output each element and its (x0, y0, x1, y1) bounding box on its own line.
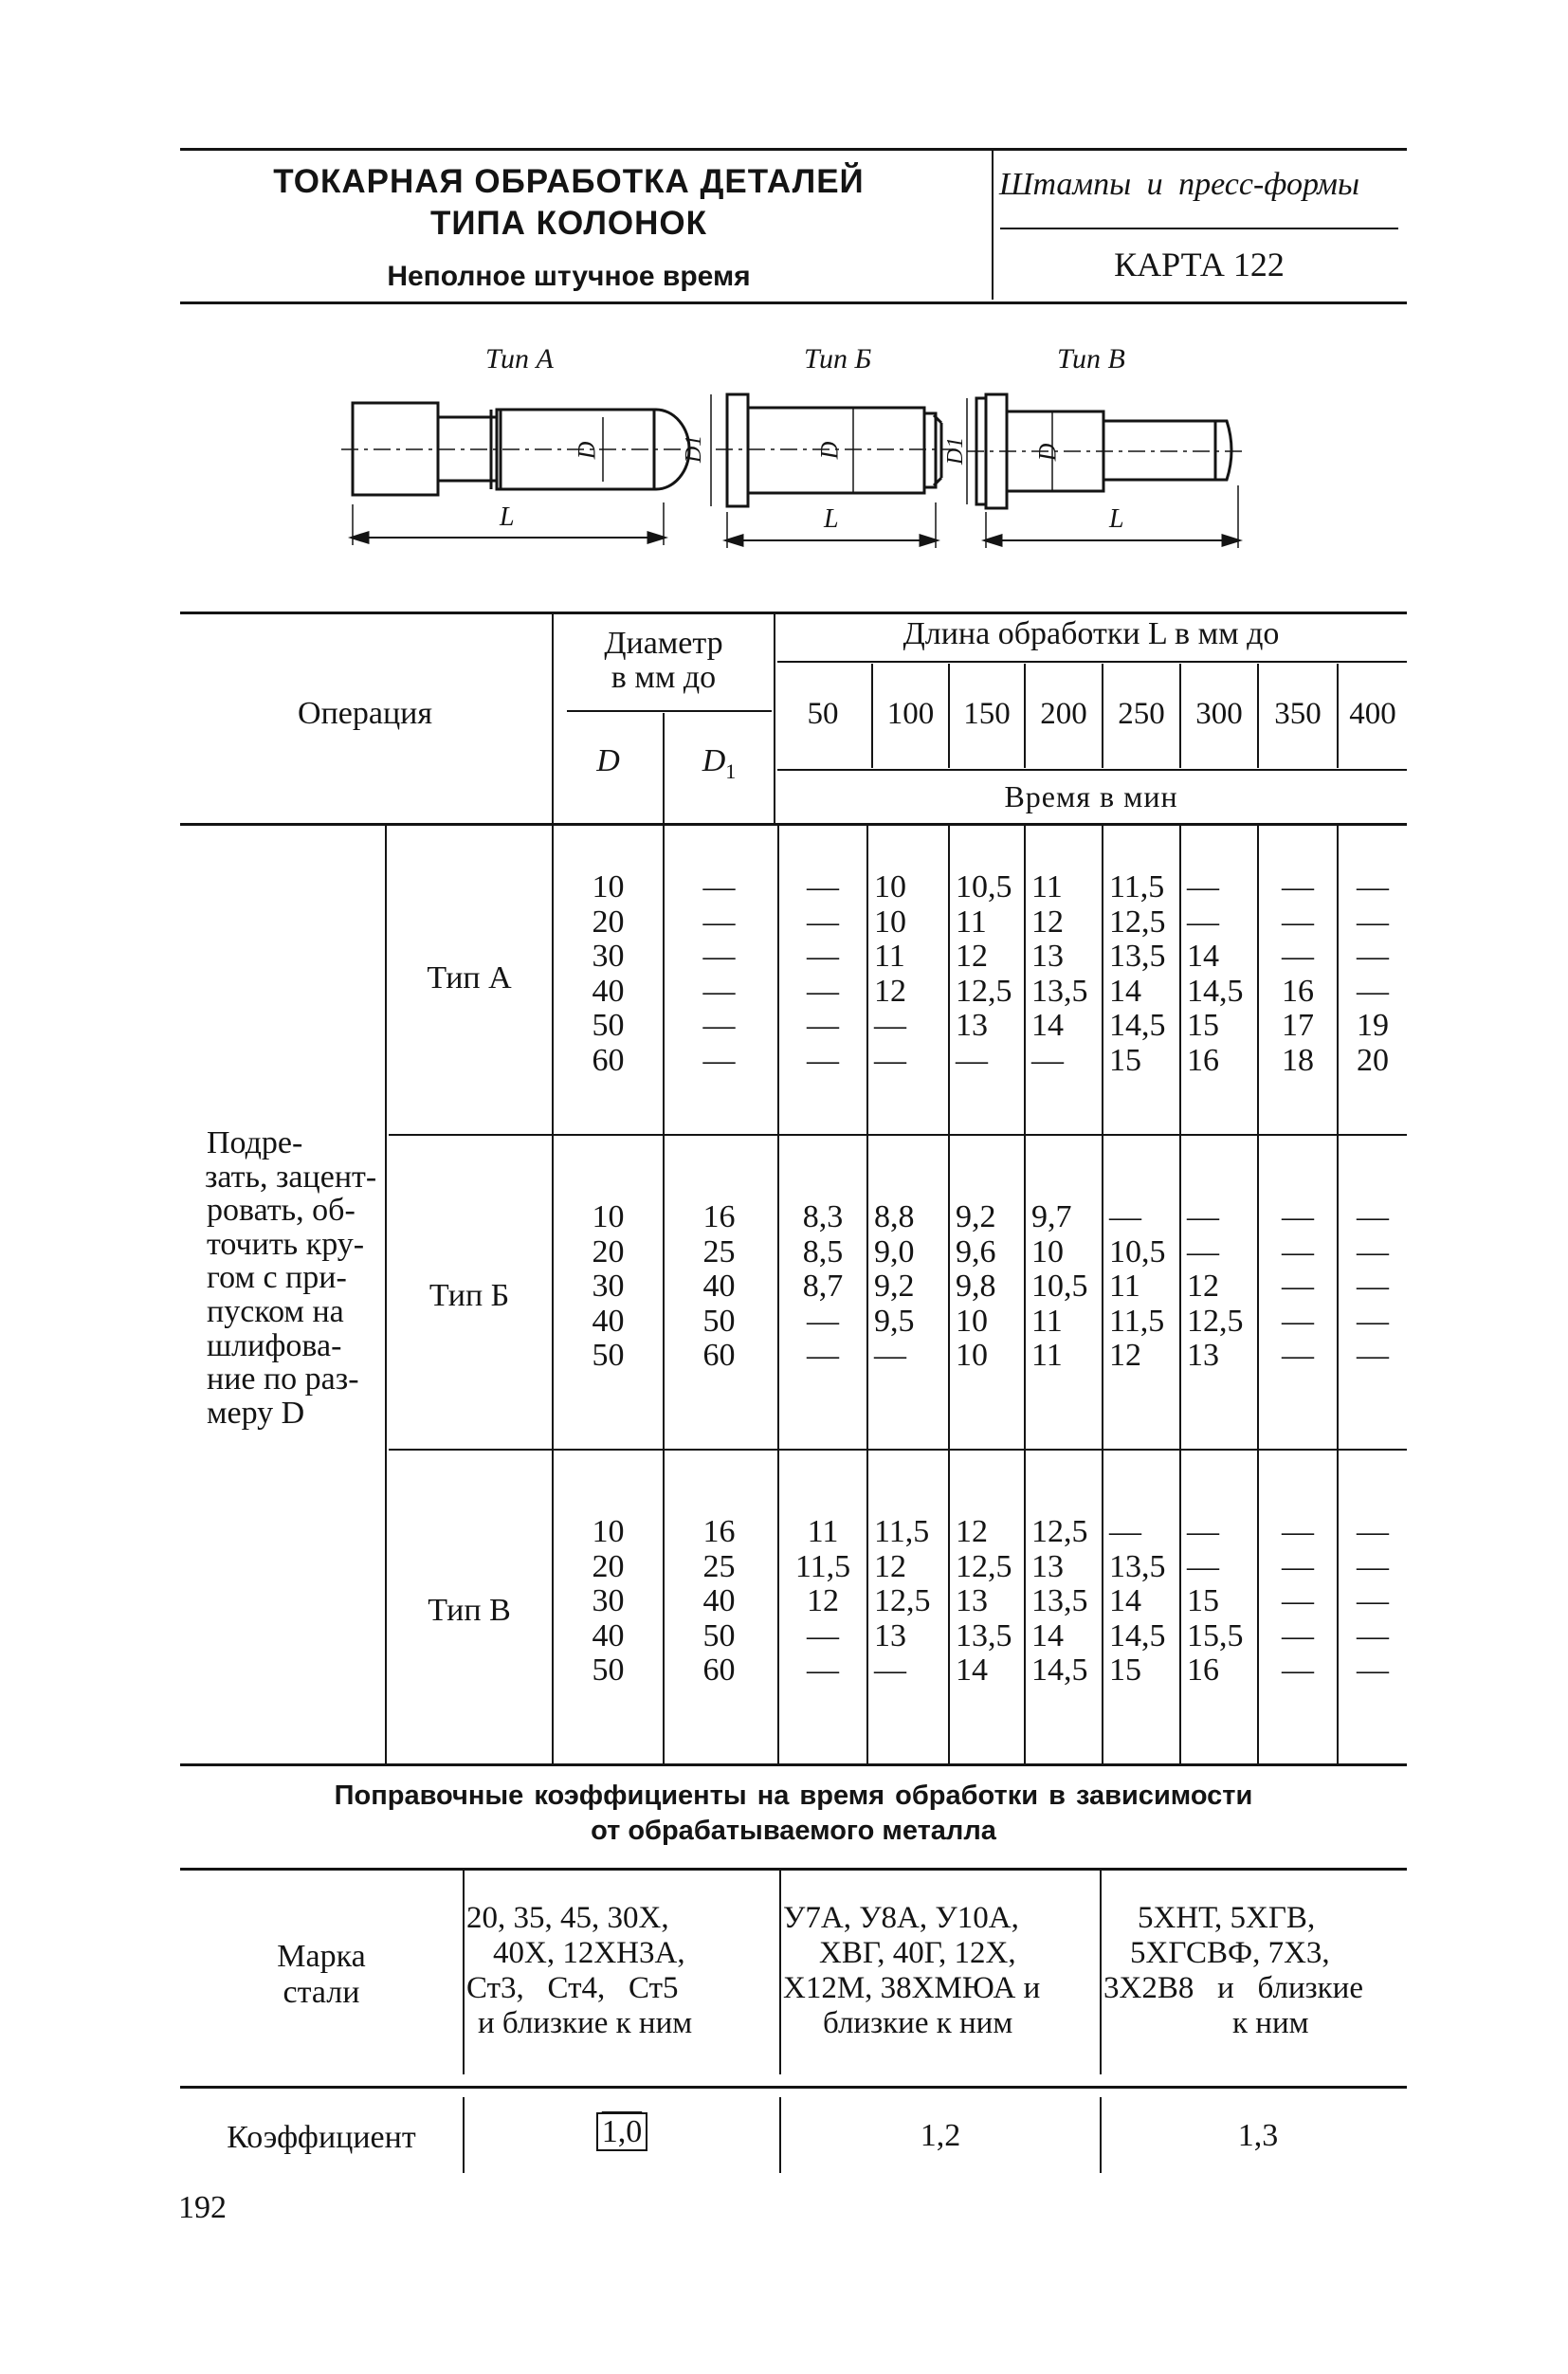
table-cell: — (807, 973, 839, 1009)
table-cell: — (1357, 1338, 1389, 1373)
table-cell: — (1357, 1583, 1389, 1618)
table-cell: — (807, 1617, 839, 1653)
table-cell: 15 (1109, 1653, 1141, 1688)
table-cell: — (1357, 904, 1389, 940)
diameter-d-column (554, 1200, 663, 1374)
table-cell: 11,5 (794, 1548, 851, 1584)
table-cell: — (874, 1338, 906, 1373)
table-cell: 40 (592, 1303, 625, 1339)
table-cell: 11,5 (1109, 1303, 1165, 1339)
operation-text (207, 1126, 376, 1430)
table-cell: 30 (592, 939, 625, 974)
table-cell: 8,3 (802, 1199, 844, 1234)
table-cell: 13 (1187, 1338, 1219, 1373)
operation-line: гом с при- (207, 1260, 347, 1296)
table-cell: 10,5 (1109, 1233, 1166, 1269)
steel-line: 20, 35, 45, 30Х, (466, 1901, 669, 1935)
table-cell: — (1357, 1548, 1389, 1584)
steel-line: и близкие к ним (478, 2006, 693, 2040)
table-cell: — (807, 1338, 839, 1373)
table-cell: 9,7 (1031, 1199, 1072, 1234)
table-cell: 25 (702, 1233, 736, 1269)
table-cell: — (1282, 1199, 1314, 1234)
table-cell: 12 (1109, 1338, 1141, 1373)
col-header-diameter-l1: Диаметр (604, 626, 723, 661)
table-cell: 10 (956, 1303, 988, 1339)
table-cell: 14 (1031, 1617, 1064, 1653)
steel-line: близкие к ним (823, 2006, 1013, 2040)
table-cell: — (1357, 1514, 1389, 1549)
time-column-200 (1026, 870, 1102, 1078)
operation-line: меру D (207, 1395, 305, 1431)
table-cell: 12,5 (874, 1583, 931, 1618)
table-cell: 9,6 (956, 1233, 996, 1269)
table-cell: 11 (807, 1514, 839, 1549)
table-cell: — (1031, 1042, 1064, 1078)
table-cell: 14 (1187, 939, 1219, 974)
table-cell: — (1357, 869, 1389, 904)
time-column-350 (1259, 1515, 1337, 1689)
table-cell: 12,5 (1031, 1514, 1088, 1549)
table-cell: 12,5 (1187, 1303, 1244, 1339)
group-label-type-b: Тип Б (428, 1278, 510, 1313)
table-cell: 30 (592, 1583, 625, 1618)
table-cell: — (702, 869, 736, 904)
table-cell: — (874, 1653, 906, 1688)
table-cell: 13 (1031, 1548, 1064, 1584)
table-cell: 14 (1031, 1008, 1064, 1043)
table-cell: 13 (874, 1617, 906, 1653)
table-cell: 40 (702, 1269, 736, 1304)
length-300: 300 (1195, 697, 1243, 731)
table-cell: — (1357, 1269, 1389, 1304)
col-header-length: Длина обработки L в мм до (903, 616, 1280, 651)
dim-d-a: D (573, 441, 601, 460)
type-b-label: Тип Б (804, 343, 872, 374)
length-250: 250 (1118, 697, 1165, 731)
time-column-100 (868, 1515, 948, 1689)
correction-vline-2 (779, 1871, 781, 2074)
header-category: Штампы и пресс-формы (999, 167, 1360, 202)
table-cell: — (1187, 1514, 1219, 1549)
table-cell: — (1357, 939, 1389, 974)
table-cell: 50 (592, 1338, 625, 1373)
table-cell: 10 (1031, 1233, 1064, 1269)
table-cell: 15 (1109, 1042, 1141, 1078)
steel-line: 5ХГСВФ, 7Х3, (1130, 1936, 1330, 1970)
table-cell: — (1187, 904, 1219, 940)
table-cell: — (1282, 1338, 1314, 1373)
operation-line: пуском на (207, 1293, 344, 1329)
operation-line: ровать, об- (207, 1193, 356, 1229)
table-cell: 12 (1031, 904, 1064, 940)
table-cell: 13,5 (1109, 939, 1166, 974)
header-title-line2: ТИПА КОЛОНОК (429, 205, 708, 242)
table-cell: — (807, 1008, 839, 1043)
correction-vline-3 (1100, 1871, 1102, 2074)
operation-line: шлифова- (207, 1327, 342, 1363)
table-cell: 12 (874, 973, 906, 1009)
table-bottom-rule (180, 1763, 1407, 1766)
table-cell: 40 (592, 973, 625, 1009)
table-cell: — (702, 973, 736, 1009)
table-header-bottom-rule (180, 823, 1407, 826)
table-cell: — (1187, 1233, 1219, 1269)
table-top-rule (180, 612, 1407, 614)
table-cell: 16 (1282, 973, 1314, 1009)
table-cell: 16 (1187, 1042, 1219, 1078)
table-cell: 20 (1357, 1042, 1389, 1078)
steel-line: У7А, У8А, У10А, (783, 1901, 1019, 1935)
table-cell: — (1282, 869, 1314, 904)
type-v-label: Тип В (1057, 343, 1125, 374)
table-cell: 9,5 (874, 1303, 915, 1339)
operation-line: ние по раз- (207, 1361, 359, 1397)
time-column-250 (1103, 1515, 1179, 1689)
table-cell: 16 (1187, 1653, 1219, 1688)
table-cell: 14,5 (1109, 1008, 1166, 1043)
table-cell: — (1282, 1548, 1314, 1584)
table-cell: 25 (702, 1548, 736, 1584)
table-cell: 8,7 (802, 1269, 844, 1304)
length-100: 100 (886, 697, 935, 731)
dim-d1-v: D1 (943, 436, 969, 466)
time-column-100 (868, 1200, 948, 1374)
table-cell: 20 (592, 1233, 625, 1269)
time-column-350 (1259, 1200, 1337, 1374)
table-cell: 12,5 (956, 1548, 1012, 1584)
diameter-d-column (554, 870, 663, 1078)
table-cell: — (702, 1008, 736, 1043)
steel-group-3 (1103, 1901, 1416, 2041)
dim-l-a: L (500, 502, 515, 532)
correction-top-rule (180, 1868, 1407, 1871)
table-cell: — (807, 904, 839, 940)
dim-l-v: L (1109, 504, 1124, 534)
steel-group-1 (466, 1901, 779, 2041)
table-cell: 12,5 (1109, 904, 1166, 940)
table-cell: 11 (956, 904, 987, 940)
table-cell: — (807, 1042, 839, 1078)
correction-mid-rule (180, 2086, 1407, 2089)
operation-line: Подре- (207, 1125, 303, 1160)
table-cell: 15 (1187, 1008, 1219, 1043)
time-column-400 (1339, 1200, 1407, 1374)
table-cell: — (1187, 1199, 1219, 1234)
header-card: КАРТА 122 (1114, 246, 1285, 283)
time-column-50 (779, 1200, 866, 1374)
table-cell: — (807, 939, 839, 974)
table-cell: — (807, 869, 839, 904)
table-cell: 14,5 (1187, 973, 1244, 1009)
table-cell: 40 (592, 1617, 625, 1653)
table-cell: 50 (592, 1008, 625, 1043)
table-cell: — (1357, 1199, 1389, 1234)
diameter-d-column (554, 1515, 663, 1689)
table-cell: — (874, 1042, 906, 1078)
table-cell: — (1109, 1199, 1141, 1234)
table-cell: — (1282, 1653, 1314, 1688)
diameter-d1-column (665, 1515, 774, 1689)
table-cell: 16 (702, 1514, 736, 1549)
table-cell: — (1357, 1617, 1389, 1653)
table-cell: 10,5 (956, 869, 1012, 904)
correction-title-line2: от обрабатываемого металла (591, 1816, 996, 1846)
table-cell: 11 (1031, 1338, 1063, 1373)
group-label-type-a: Тип А (427, 960, 512, 995)
type-v-drawing (967, 394, 1242, 548)
time-column-300 (1181, 870, 1257, 1078)
coefficient-1-value: 1,0 (596, 2112, 648, 2151)
correction-vline-1 (463, 1871, 465, 2074)
table-cell: 11,5 (874, 1514, 930, 1549)
table-cell: — (1282, 1303, 1314, 1339)
table-cell: 40 (702, 1583, 736, 1618)
header-subtitle: Неполное штучное время (387, 261, 751, 292)
table-cell: 17 (1282, 1008, 1314, 1043)
diameter-header-rule (567, 710, 772, 712)
table-cell: 60 (702, 1653, 736, 1688)
steel-line: Ст3, Ст4, Ст5 (466, 1971, 679, 2005)
group-label-type-v: Тип В (428, 1593, 511, 1628)
table-cell: — (1282, 904, 1314, 940)
col-header-d1 (665, 743, 774, 784)
table-cell: — (1282, 939, 1314, 974)
type-a-label: Тип А (485, 343, 554, 374)
dim-d1-b: D1 (682, 434, 707, 464)
table-cell: 8,8 (874, 1199, 915, 1234)
group-b-rule (389, 1134, 1407, 1136)
time-column-250 (1103, 1200, 1179, 1374)
time-column-50 (779, 1515, 866, 1689)
table-cell: — (1282, 1617, 1314, 1653)
table-cell: 13,5 (1109, 1548, 1166, 1584)
time-column-350 (1259, 870, 1337, 1078)
table-cell: 13,5 (1031, 1583, 1088, 1618)
table-cell: 13,5 (1031, 973, 1088, 1009)
table-cell: — (1282, 1514, 1314, 1549)
table-cell: 60 (702, 1338, 736, 1373)
label-steel-grade-l1: Марка (277, 1939, 366, 1974)
coefficient-2: 1,2 (920, 2118, 961, 2153)
table-cell: 12,5 (956, 973, 1012, 1009)
time-column-300 (1181, 1515, 1257, 1689)
table-cell: — (1187, 869, 1219, 904)
page-number: 192 (178, 2190, 227, 2225)
time-column-400 (1339, 870, 1407, 1078)
table-cell: 12 (956, 939, 988, 974)
table-cell: — (807, 1303, 839, 1339)
correction-title-line1: Поправочные коэффициенты на время обработки в зависимости (334, 1780, 1253, 1811)
table-cell: 14 (1109, 973, 1141, 1009)
length-50: 50 (807, 697, 839, 731)
table-cell: 11,5 (1109, 869, 1165, 904)
time-column-150 (950, 1200, 1024, 1374)
label-steel-grade-l2: стали (283, 1975, 360, 2010)
table-cell: 12 (956, 1514, 988, 1549)
group-v-rule (389, 1449, 1407, 1451)
col-header-d1-base: D (702, 743, 726, 778)
table-cell: 16 (702, 1199, 736, 1234)
time-column-400 (1339, 1515, 1407, 1689)
time-column-200 (1026, 1515, 1102, 1689)
operation-line: зать, зацент- (205, 1159, 377, 1195)
table-cell: — (1357, 1653, 1389, 1688)
table-cell: 13 (956, 1583, 988, 1618)
table-cell: 11 (874, 939, 905, 974)
table-cell: — (1282, 1583, 1314, 1618)
header-title-line1: ТОКАРНАЯ ОБРАБОТКА ДЕТАЛЕЙ (273, 163, 865, 200)
table-cell: 10,5 (1031, 1269, 1088, 1304)
col-header-d: D (596, 743, 620, 778)
table-cell: 18 (1282, 1042, 1314, 1078)
table-cell: 10 (592, 869, 625, 904)
col-header-time: Время в мин (1004, 779, 1178, 813)
table-cell: 12 (874, 1548, 906, 1584)
table-cell: 11 (1109, 1269, 1140, 1304)
time-header-rule (777, 769, 1407, 771)
operation-line: точить кру- (207, 1226, 365, 1262)
dim-l-b: L (824, 504, 839, 534)
table-cell: 60 (592, 1042, 625, 1078)
table-cell: — (702, 904, 736, 940)
type-a-drawing (341, 403, 689, 545)
time-column-50 (779, 870, 866, 1078)
table-cell: — (1357, 1303, 1389, 1339)
table-cell: 10 (874, 904, 906, 940)
table-cell: — (807, 1653, 839, 1688)
table-cell: 9,0 (874, 1233, 915, 1269)
steel-line: 5ХНТ, 5ХГВ, (1138, 1901, 1316, 1935)
dim-d-b: D (815, 441, 844, 460)
steel-line: к ним (1232, 2006, 1309, 2040)
time-column-150 (950, 870, 1024, 1078)
table-cell: 10 (592, 1514, 625, 1549)
diameter-d1-column (665, 1200, 774, 1374)
table-cell: 30 (592, 1269, 625, 1304)
table-cell: 9,8 (956, 1269, 996, 1304)
label-coefficient: Коэффициент (227, 2120, 416, 2155)
coefficient-1 (465, 2114, 779, 2150)
table-cell: — (1357, 973, 1389, 1009)
time-column-100 (868, 870, 948, 1078)
table-cell: 13 (956, 1008, 988, 1043)
table-cell: — (1187, 1548, 1219, 1584)
table-cell: 50 (702, 1617, 736, 1653)
time-column-200 (1026, 1200, 1102, 1374)
table-cell: — (1109, 1514, 1141, 1549)
steel-line: 40Х, 12ХН3А, (493, 1936, 685, 1970)
length-header-rule (777, 661, 1407, 663)
col-header-diameter-l2: в мм до (611, 660, 717, 695)
table-cell: 14,5 (1031, 1653, 1088, 1688)
table-cell: 20 (592, 904, 625, 940)
table-cell: 9,2 (956, 1199, 996, 1234)
table-cell: 10 (874, 869, 906, 904)
length-200: 200 (1040, 697, 1087, 731)
table-cell: — (874, 1008, 906, 1043)
steel-group-2 (783, 1901, 1100, 2041)
table-cell: 13,5 (956, 1617, 1012, 1653)
time-column-300 (1181, 1200, 1257, 1374)
table-cell: 15 (1187, 1583, 1219, 1618)
table-cell: — (956, 1042, 988, 1078)
table-cell: 14 (956, 1653, 988, 1688)
time-column-250 (1103, 870, 1179, 1078)
table-cell: 8,5 (802, 1233, 844, 1269)
table-cell: 12 (807, 1583, 839, 1618)
table-cell: 20 (592, 1548, 625, 1584)
col-header-d1-sub: 1 (725, 758, 737, 783)
diameter-d1-column (665, 870, 774, 1078)
table-cell: — (1357, 1233, 1389, 1269)
length-350: 350 (1274, 697, 1322, 731)
time-column-150 (950, 1515, 1024, 1689)
steel-line: Х12М, 38ХМЮА и (783, 1971, 1041, 2005)
coefficient-3: 1,3 (1237, 2118, 1279, 2153)
table-cell: 13 (1031, 939, 1064, 974)
table-cell: 19 (1357, 1008, 1389, 1043)
table-cell: 50 (702, 1303, 736, 1339)
table-cell: — (1282, 1233, 1314, 1269)
table-cell: 10 (956, 1338, 988, 1373)
table-cell: 12 (1187, 1269, 1219, 1304)
table-cell: 15,5 (1187, 1617, 1244, 1653)
length-150: 150 (963, 697, 1011, 731)
table-cell: 50 (592, 1653, 625, 1688)
col-header-operation: Операция (298, 696, 432, 731)
steel-line: 3Х2В8 и близкие (1103, 1971, 1363, 2005)
dim-d-v: D (1033, 443, 1062, 462)
table-cell: — (702, 939, 736, 974)
table-cell: 10 (592, 1199, 625, 1234)
length-400: 400 (1349, 697, 1396, 731)
steel-line: ХВГ, 40Г, 12Х, (819, 1936, 1016, 1970)
table-cell: — (1282, 1269, 1314, 1304)
table-cell: 14,5 (1109, 1617, 1166, 1653)
part-drawings (0, 0, 1568, 588)
table-cell: 14 (1109, 1583, 1141, 1618)
table-cell: 9,2 (874, 1269, 915, 1304)
table-cell: 11 (1031, 1303, 1063, 1339)
table-cell: 11 (1031, 869, 1063, 904)
table-cell: — (702, 1042, 736, 1078)
